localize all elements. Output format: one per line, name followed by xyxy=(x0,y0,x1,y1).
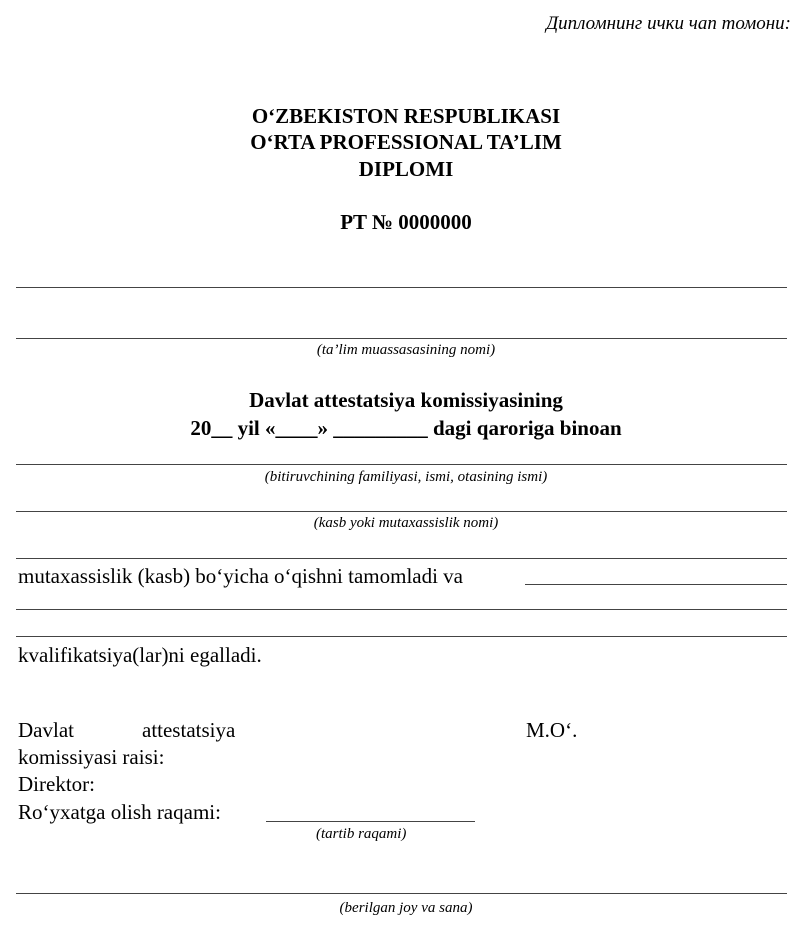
qualification-blank xyxy=(525,584,787,585)
graduate-caption: (bitiruvchining familiyasi, ismi, otasining ismi) xyxy=(264,469,548,485)
title-line-2: O‘RTA PROFESSIONAL TA’LIM xyxy=(250,130,562,154)
serial-caption: (tartib raqami) xyxy=(316,826,407,842)
decision-line-2: 20__ yil «____» _________ dagi qaroriga binoan xyxy=(190,416,622,440)
decision-line-1: Davlat attestatsiya komissiyasining xyxy=(249,388,563,412)
director-label: Direktor: xyxy=(18,772,95,796)
institution-caption: (ta’lim muassasasining nomi) xyxy=(316,342,496,358)
seal-label: M.O‘. xyxy=(526,718,578,742)
header-note: Дипломнинг ички чап томони: xyxy=(546,13,791,34)
title-line-3: DIPLOMI xyxy=(358,157,454,181)
registration-label: Ro‘yxatga olish raqami: xyxy=(18,800,221,824)
place-date-line xyxy=(16,893,787,894)
specialty-caption: (kasb yoki mutaxassislik nomi) xyxy=(313,515,499,531)
title-line-1: O‘ZBEKISTON RESPUBLIKASI xyxy=(251,104,561,128)
qualification-text: kvalifikatsiya(lar)ni egalladi. xyxy=(18,643,262,667)
chair-label-word-1: Davlat xyxy=(18,718,74,742)
institution-line-2 xyxy=(16,338,787,339)
diploma-number: PT № 0000000 xyxy=(340,210,472,234)
completed-text: mutaxassislik (kasb) bo‘yicha o‘qishni tamomladi va xyxy=(18,564,463,588)
qualification-line-1 xyxy=(16,609,787,610)
specialty-line-2 xyxy=(16,558,787,559)
place-date-caption: (berilgan joy va sana) xyxy=(339,900,473,916)
chair-label-word-2: attestatsiya xyxy=(142,718,236,742)
institution-line-1 xyxy=(16,287,787,288)
specialty-line xyxy=(16,511,787,512)
graduate-name-line xyxy=(16,464,787,465)
chair-label-line-2: komissiyasi raisi: xyxy=(18,745,165,769)
qualification-line-2 xyxy=(16,636,787,637)
registration-number-line xyxy=(266,821,475,822)
